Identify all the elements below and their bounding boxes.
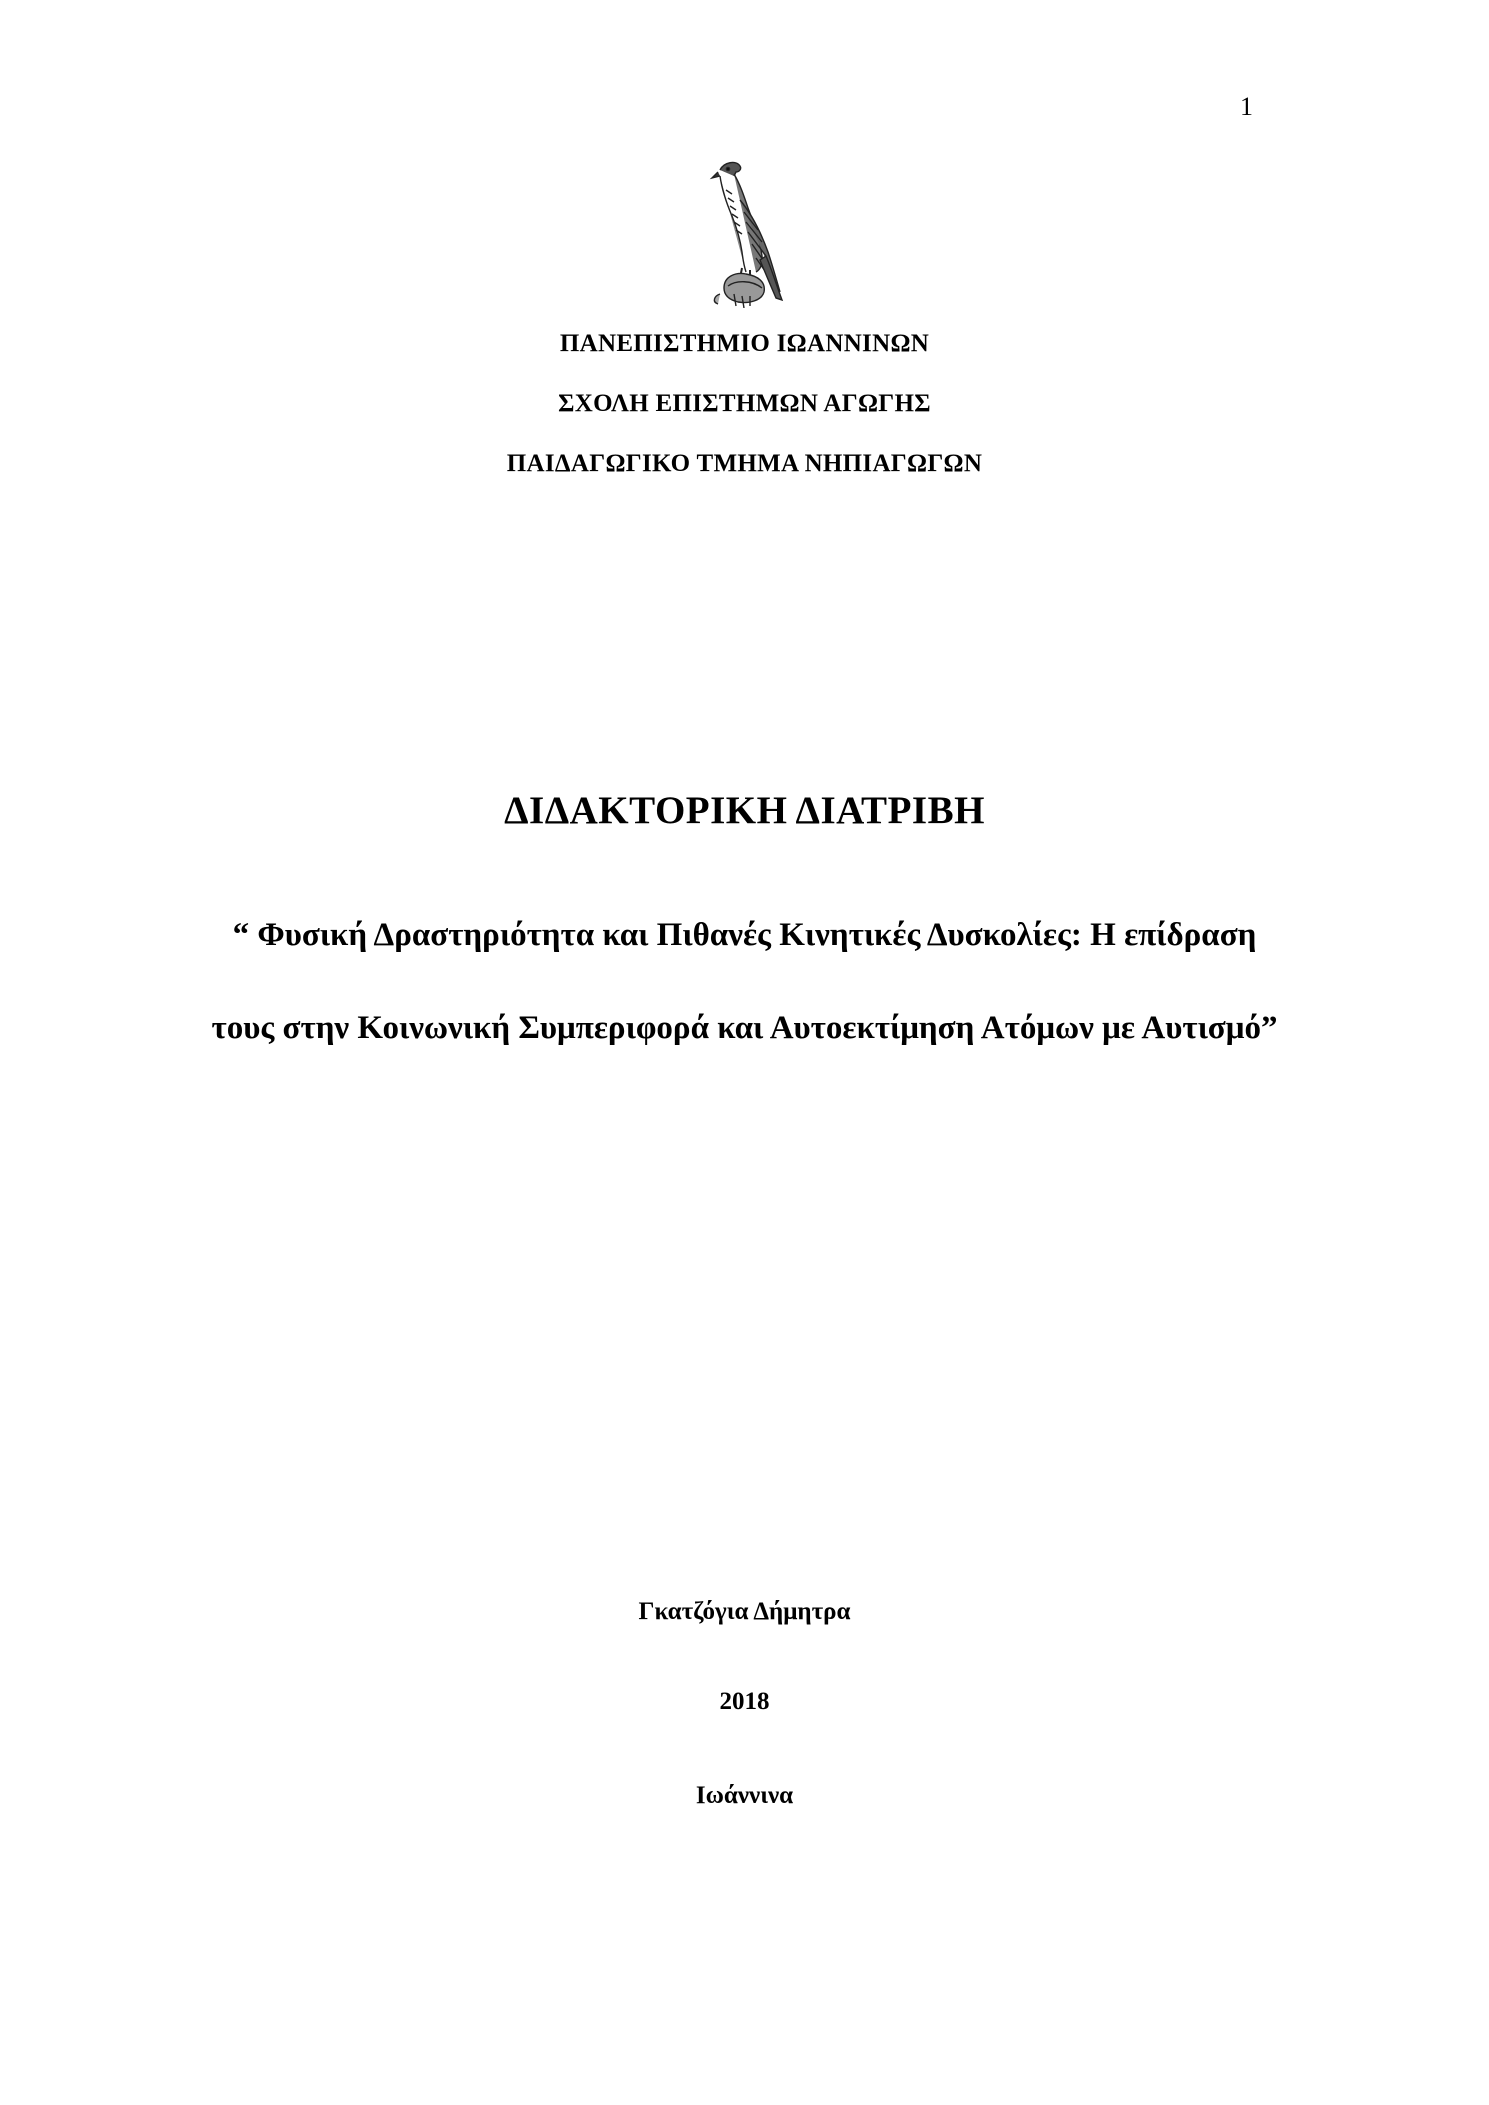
eagle-on-helmet-emblem-icon bbox=[706, 160, 788, 308]
thesis-title-line-2: τους στην Κοινωνική Συμπεριφορά και Αυτοεκτίμηση Ατόμων με Αυτισμό” bbox=[211, 1010, 1278, 1046]
publication-city: Ιωάννινα bbox=[695, 1782, 794, 1809]
publication-year: 2018 bbox=[719, 1688, 770, 1715]
school-name: ΣΧΟΛΗ ΕΠΙΣΤΗΜΩΝ ΑΓΩΓΗΣ bbox=[558, 390, 931, 417]
university-name: ΠΑΝΕΠΙΣΤΗΜΙΟ ΙΩΑΝΝΙΝΩΝ bbox=[559, 330, 930, 357]
thesis-title-line-1: “ Φυσική Δραστηριότητα και Πιθανές Κινητικές Δυσκολίες: Η επίδραση bbox=[232, 917, 1257, 953]
author-name: Γκατζόγια Δήμητρα bbox=[638, 1598, 851, 1625]
page-number: 1 bbox=[1240, 92, 1253, 121]
document-type-heading: ΔΙΔΑΚΤΟΡΙΚΗ ΔΙΑΤΡΙΒΗ bbox=[504, 789, 985, 832]
department-name: ΠΑΙΔΑΓΩΓΙΚΟ ΤΜΗΜΑ ΝΗΠΙΑΓΩΓΩΝ bbox=[506, 450, 983, 477]
